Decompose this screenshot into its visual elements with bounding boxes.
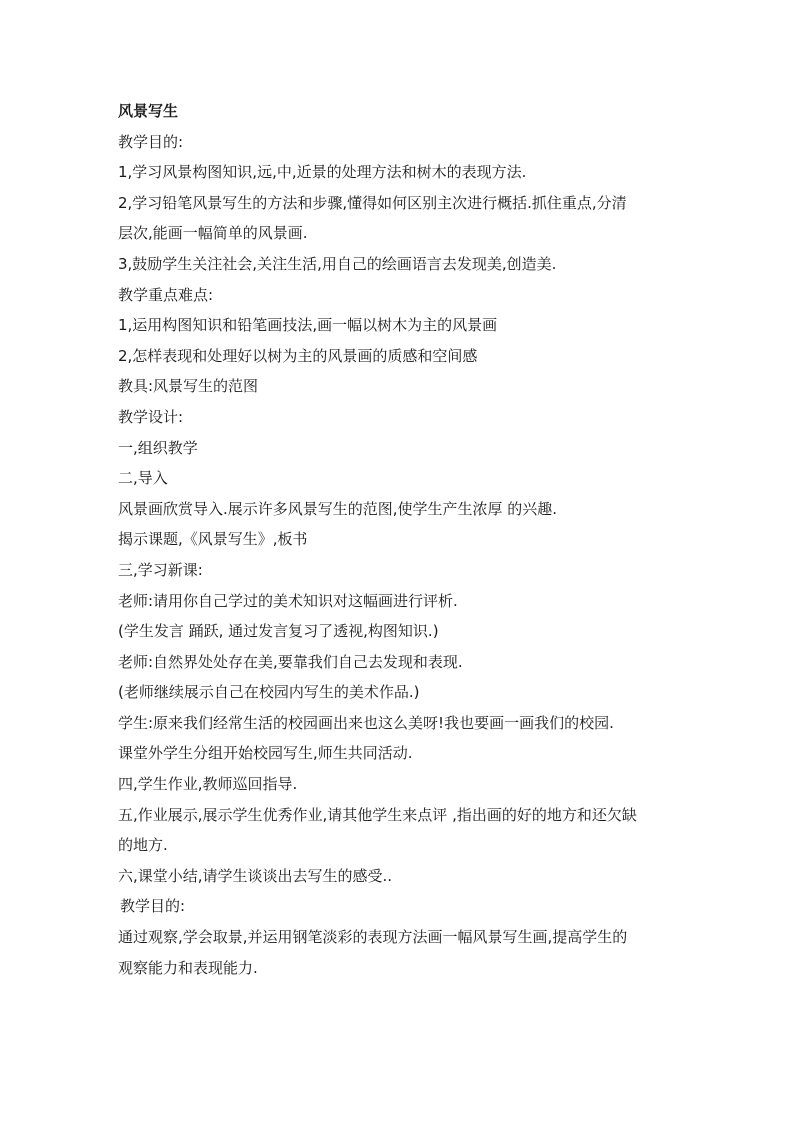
text-line: 老师:自然界处处存在美,要靠我们自己去发现和表现.	[118, 652, 463, 671]
document-page	[118, 96, 684, 983]
text-line: 1,运用构图知识和铅笔画技法,画一幅以树木为主的风景画	[118, 316, 498, 335]
text-line: (学生发言 踊跃, 通过发言复习了透视,构图知识.)	[118, 622, 439, 641]
text-line: 3,鼓励学生关注社会,关注生活,用自己的绘画语言去发现美,创造美.	[118, 254, 557, 273]
text-line: 教具:风景写生的范图	[118, 377, 259, 396]
text-line: 四,学生作业,教师巡回指导.	[118, 775, 298, 794]
text-line: 老师:请用你自己学过的美术知识对这幅画进行评析.	[118, 591, 458, 610]
text-line: 2,学习铅笔风景写生的方法和步骤,懂得如何区别主次进行概括.抓住重点,分清	[118, 193, 627, 212]
text-line: 五,作业展示,展示学生优秀作业,请其他学生来点评 ,指出画的好的地方和还欠缺	[118, 805, 637, 824]
text-line: 教学目的:	[118, 132, 184, 151]
text-line: 通过观察,学会取景,并运用钢笔淡彩的表现方法画一幅风景写生画,提高学生的	[118, 928, 628, 947]
text-line: 课堂外学生分组开始校园写生,师生共同活动.	[118, 744, 413, 763]
text-line: 教学设计:	[118, 407, 184, 426]
text-line: 三,学习新课:	[118, 560, 203, 579]
text-line: 一,组织教学	[118, 438, 198, 457]
text-line: 揭示课题,《风景写生》,板书	[118, 530, 308, 549]
text-line: 六,课堂小结,请学生谈谈出去写生的感受..	[118, 866, 393, 885]
text-line: (老师继续展示自己在校园内写生的美术作品.)	[118, 683, 420, 702]
text-line: 学生:原来我们经常生活的校园画出来也这么美呀!我也要画一画我们的校园.	[118, 713, 614, 732]
text-line: 2,怎样表现和处理好以树为主的风景画的质感和空间感	[118, 346, 478, 365]
text-line: 观察能力和表现能力.	[118, 958, 258, 977]
text-line: 教学目的:	[120, 897, 186, 916]
text-line: 层次,能画一幅简单的风景画.	[118, 224, 308, 243]
text-line: 的地方.	[118, 836, 168, 855]
text-line: 二,导入	[118, 469, 168, 488]
text-line: 风景画欣赏导入.展示许多风景写生的范图,使学生产生浓厚 的兴趣.	[118, 499, 558, 518]
text-line: 教学重点难点:	[118, 285, 214, 304]
document-title: 风景写生	[118, 102, 179, 120]
text-line: 1,学习风景构图知识,远,中,近景的处理方法和树木的表现方法.	[118, 163, 527, 182]
